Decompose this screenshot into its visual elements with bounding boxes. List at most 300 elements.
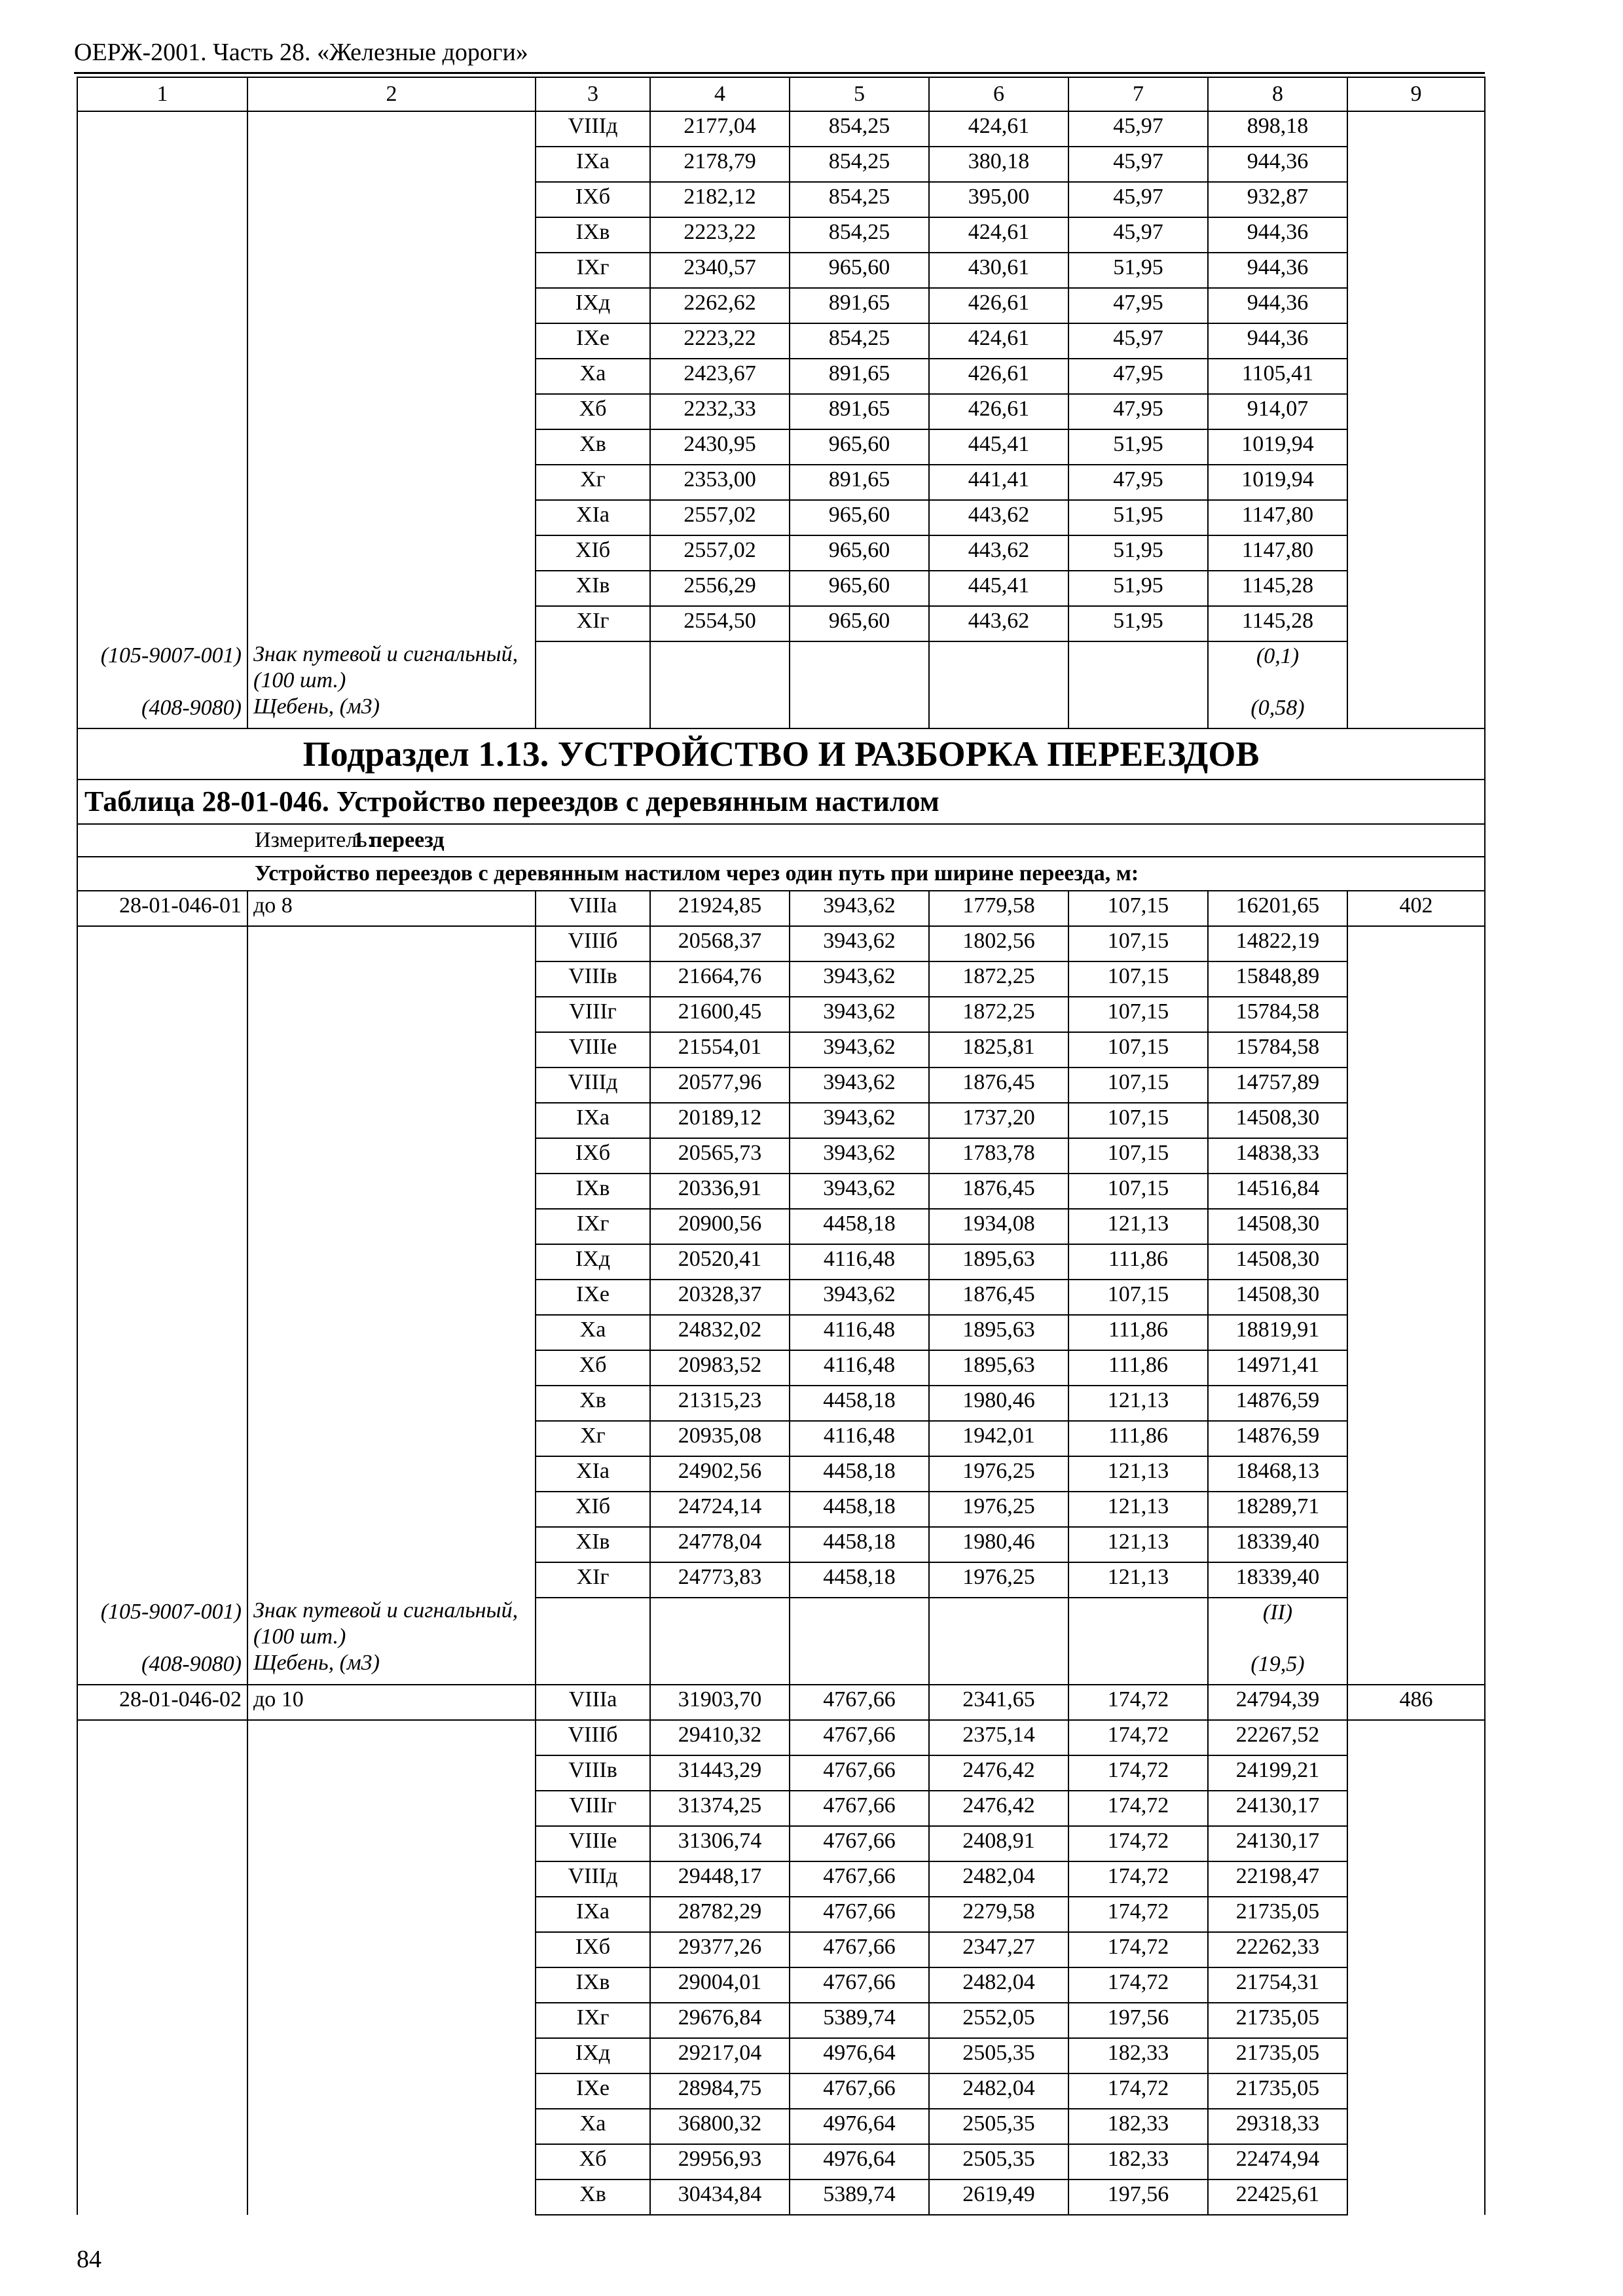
- table-row: [77, 147, 1485, 182]
- value-cell: 1147,80: [1208, 500, 1347, 535]
- value-cell: 22267,52: [1208, 1720, 1347, 1755]
- code-cell: [77, 1138, 247, 1174]
- name-cell: [247, 1720, 536, 1755]
- region-cell: IXг: [536, 253, 650, 288]
- table-row: [77, 1720, 1485, 1755]
- value-cell: 197,56: [1068, 2179, 1208, 2215]
- value-cell: 898,18: [1208, 111, 1347, 147]
- name-cell: до 10: [247, 1685, 536, 1720]
- region-cell: IXг: [536, 1209, 650, 1244]
- value-cell: 174,72: [1068, 1826, 1208, 1861]
- region-cell: IXд: [536, 1244, 650, 1280]
- col9-cell: [1347, 1791, 1485, 1826]
- value-cell: 45,97: [1068, 217, 1208, 253]
- value-cell: 14971,41: [1208, 1350, 1347, 1386]
- value-cell: 3943,62: [790, 997, 929, 1032]
- table-row: [77, 2179, 1485, 2215]
- table-title-row: [77, 780, 1485, 824]
- table-row: [77, 1244, 1485, 1280]
- value-cell: 21600,45: [650, 997, 790, 1032]
- table-row: [77, 1350, 1485, 1386]
- col9-cell: [1347, 217, 1485, 253]
- value-cell: 21924,85: [650, 891, 790, 926]
- resource-value: (0,58): [1208, 694, 1347, 728]
- resource-name: Щебень, (м3): [247, 1650, 536, 1685]
- col9-cell: [1347, 500, 1485, 535]
- value-cell: 29004,01: [650, 1967, 790, 2003]
- value-cell: 4976,64: [790, 2109, 929, 2144]
- value-cell: 18339,40: [1208, 1527, 1347, 1562]
- value-cell: 14757,89: [1208, 1067, 1347, 1103]
- table-row: [77, 1456, 1485, 1492]
- col9-cell: [1347, 641, 1485, 694]
- col9-cell: [1347, 1067, 1485, 1103]
- table-row: [77, 1386, 1485, 1421]
- value-cell: 1019,94: [1208, 429, 1347, 465]
- col9-cell: [1347, 465, 1485, 500]
- value-cell: 31306,74: [650, 1826, 790, 1861]
- table-row: [77, 359, 1485, 394]
- empty-cell: [929, 694, 1068, 728]
- value-cell: 1872,25: [929, 997, 1068, 1032]
- value-cell: 111,86: [1068, 1421, 1208, 1456]
- column-number: 2: [247, 77, 536, 111]
- region-cell: IXе: [536, 2073, 650, 2109]
- table-row: [77, 2003, 1485, 2038]
- value-cell: 1737,20: [929, 1103, 1068, 1138]
- code-cell: 28-01-046-01: [77, 891, 247, 926]
- code-cell: [77, 1492, 247, 1527]
- col9-cell: [1347, 1280, 1485, 1315]
- value-cell: 2476,42: [929, 1755, 1068, 1791]
- value-cell: 107,15: [1068, 1138, 1208, 1174]
- value-cell: 22262,33: [1208, 1932, 1347, 1967]
- value-cell: 51,95: [1068, 571, 1208, 606]
- value-cell: 107,15: [1068, 1103, 1208, 1138]
- value-cell: 15848,89: [1208, 961, 1347, 997]
- col9-cell: [1347, 535, 1485, 571]
- value-cell: 3943,62: [790, 1067, 929, 1103]
- region-cell: VIIIв: [536, 961, 650, 997]
- value-cell: 1976,25: [929, 1562, 1068, 1598]
- region-cell: IXг: [536, 2003, 650, 2038]
- value-cell: 5389,74: [790, 2179, 929, 2215]
- value-cell: 51,95: [1068, 535, 1208, 571]
- name-cell: [247, 1280, 536, 1315]
- rates-table: [77, 77, 1486, 2215]
- value-cell: 121,13: [1068, 1456, 1208, 1492]
- col9-cell: [1347, 1174, 1485, 1209]
- table-row: [77, 2073, 1485, 2109]
- value-cell: 944,36: [1208, 323, 1347, 359]
- resource-code: (408-9080): [77, 1650, 247, 1685]
- col9-cell: [1347, 2179, 1485, 2215]
- region-cell: IXб: [536, 1932, 650, 1967]
- code-cell: [77, 1174, 247, 1209]
- region-cell: Xа: [536, 1315, 650, 1350]
- section-title: Подраздел 1.13. УСТРОЙСТВО И РАЗБОРКА ПЕРЕЕЗДОВ: [77, 728, 1485, 780]
- value-cell: 16201,65: [1208, 891, 1347, 926]
- value-cell: 2223,22: [650, 217, 790, 253]
- code-cell: [77, 2109, 247, 2144]
- value-cell: 2177,04: [650, 111, 790, 147]
- table-row: [77, 217, 1485, 253]
- value-cell: 24130,17: [1208, 1791, 1347, 1826]
- value-cell: 29410,32: [650, 1720, 790, 1755]
- column-number-row: [77, 77, 1485, 111]
- column-number: 6: [929, 77, 1068, 111]
- resource-code: (105-9007-001): [77, 641, 247, 694]
- code-cell: [77, 1720, 247, 1755]
- region-cell: VIIIе: [536, 1826, 650, 1861]
- value-cell: 20520,41: [650, 1244, 790, 1280]
- value-cell: 2557,02: [650, 535, 790, 571]
- table-row: [77, 182, 1485, 217]
- name-cell: [247, 429, 536, 465]
- value-cell: 891,65: [790, 465, 929, 500]
- value-cell: 45,97: [1068, 111, 1208, 147]
- value-cell: 4767,66: [790, 2073, 929, 2109]
- region-cell: XIа: [536, 500, 650, 535]
- code-cell: [77, 500, 247, 535]
- value-cell: 1783,78: [929, 1138, 1068, 1174]
- value-cell: 1779,58: [929, 891, 1068, 926]
- value-cell: 174,72: [1068, 2073, 1208, 2109]
- value-cell: 4767,66: [790, 1861, 929, 1897]
- value-cell: 14508,30: [1208, 1209, 1347, 1244]
- value-cell: 45,97: [1068, 182, 1208, 217]
- name-cell: [247, 253, 536, 288]
- col9-cell: [1347, 2109, 1485, 2144]
- region-cell: XIв: [536, 1527, 650, 1562]
- code-cell: [77, 997, 247, 1032]
- name-cell: [247, 1791, 536, 1826]
- table-row: [77, 1492, 1485, 1527]
- region-cell: VIIIб: [536, 926, 650, 961]
- col9-cell: [1347, 2073, 1485, 2109]
- region-cell: IXд: [536, 2038, 650, 2073]
- value-cell: 2505,35: [929, 2038, 1068, 2073]
- resource-row: [77, 1650, 1485, 1685]
- code-cell: [77, 1103, 247, 1138]
- col9-cell: [1347, 1932, 1485, 1967]
- name-cell: [247, 1386, 536, 1421]
- region-cell: IXв: [536, 1174, 650, 1209]
- table-row: [77, 394, 1485, 429]
- value-cell: 380,18: [929, 147, 1068, 182]
- subtitle-row: [77, 857, 1485, 891]
- table-subtitle: Устройство переездов с деревянным настилом через один путь при ширине переезда, м:: [77, 857, 1485, 891]
- col9-cell: [1347, 1720, 1485, 1755]
- code-cell: [77, 1897, 247, 1932]
- col9-cell: [1347, 1527, 1485, 1562]
- name-cell: [247, 323, 536, 359]
- region-cell: XIг: [536, 606, 650, 641]
- name-cell: [247, 1315, 536, 1350]
- value-cell: 965,60: [790, 606, 929, 641]
- code-cell: [77, 465, 247, 500]
- region-cell: VIIIб: [536, 1720, 650, 1755]
- value-cell: 20577,96: [650, 1067, 790, 1103]
- code-cell: [77, 323, 247, 359]
- value-cell: 174,72: [1068, 1720, 1208, 1755]
- code-cell: [77, 1527, 247, 1562]
- name-cell: [247, 1492, 536, 1527]
- value-cell: 443,62: [929, 500, 1068, 535]
- value-cell: 3943,62: [790, 961, 929, 997]
- meter-value: 1 переезд: [353, 828, 445, 852]
- region-cell: IXе: [536, 323, 650, 359]
- col9-cell: [1347, 997, 1485, 1032]
- code-cell: [77, 926, 247, 961]
- value-cell: 121,13: [1068, 1492, 1208, 1527]
- value-cell: 944,36: [1208, 217, 1347, 253]
- name-cell: [247, 217, 536, 253]
- value-cell: 3943,62: [790, 891, 929, 926]
- value-cell: 854,25: [790, 323, 929, 359]
- value-cell: 854,25: [790, 217, 929, 253]
- document-header: ОЕРЖ-2001. Часть 28. «Железные дороги»: [74, 39, 528, 66]
- col9-cell: 486: [1347, 1685, 1485, 1720]
- value-cell: 47,95: [1068, 288, 1208, 323]
- value-cell: 1145,28: [1208, 571, 1347, 606]
- table-row: [77, 1280, 1485, 1315]
- col9-cell: [1347, 1492, 1485, 1527]
- value-cell: 121,13: [1068, 1562, 1208, 1598]
- value-cell: 20189,12: [650, 1103, 790, 1138]
- table-row: [77, 2109, 1485, 2144]
- value-cell: 2505,35: [929, 2109, 1068, 2144]
- name-cell: [247, 1421, 536, 1456]
- value-cell: 121,13: [1068, 1527, 1208, 1562]
- name-cell: [247, 2179, 536, 2215]
- value-cell: 14838,33: [1208, 1138, 1347, 1174]
- value-cell: 430,61: [929, 253, 1068, 288]
- table-row: [77, 465, 1485, 500]
- name-cell: [247, 1932, 536, 1967]
- code-cell: [77, 1456, 247, 1492]
- code-cell: [77, 2144, 247, 2179]
- region-cell: VIIIа: [536, 891, 650, 926]
- code-cell: [77, 1562, 247, 1598]
- value-cell: 2423,67: [650, 359, 790, 394]
- col9-cell: [1347, 359, 1485, 394]
- name-cell: [247, 1174, 536, 1209]
- table-row: [77, 891, 1485, 926]
- value-cell: 3943,62: [790, 1032, 929, 1067]
- value-cell: 22198,47: [1208, 1861, 1347, 1897]
- value-cell: 2408,91: [929, 1826, 1068, 1861]
- value-cell: 2482,04: [929, 1861, 1068, 1897]
- value-cell: 14876,59: [1208, 1421, 1347, 1456]
- name-cell: [247, 359, 536, 394]
- code-cell: [77, 571, 247, 606]
- code-cell: [77, 1032, 247, 1067]
- value-cell: 914,07: [1208, 394, 1347, 429]
- col9-cell: [1347, 1755, 1485, 1791]
- value-cell: 3943,62: [790, 1174, 929, 1209]
- value-cell: 854,25: [790, 111, 929, 147]
- table-row: [77, 1826, 1485, 1861]
- code-cell: [77, 1280, 247, 1315]
- value-cell: 47,95: [1068, 465, 1208, 500]
- value-cell: 2279,58: [929, 1897, 1068, 1932]
- resource-row: [77, 694, 1485, 728]
- table-row: [77, 1067, 1485, 1103]
- value-cell: 30434,84: [650, 2179, 790, 2215]
- code-cell: 28-01-046-02: [77, 1685, 247, 1720]
- col9-cell: [1347, 111, 1485, 147]
- value-cell: 4976,64: [790, 2144, 929, 2179]
- value-cell: 24773,83: [650, 1562, 790, 1598]
- value-cell: 4116,48: [790, 1421, 929, 1456]
- value-cell: 2353,00: [650, 465, 790, 500]
- value-cell: 4116,48: [790, 1244, 929, 1280]
- col9-cell: [1347, 1826, 1485, 1861]
- value-cell: 3943,62: [790, 1280, 929, 1315]
- code-cell: [77, 1932, 247, 1967]
- value-cell: 14508,30: [1208, 1280, 1347, 1315]
- region-cell: IXб: [536, 182, 650, 217]
- value-cell: 2552,05: [929, 2003, 1068, 2038]
- value-cell: 20568,37: [650, 926, 790, 961]
- region-cell: Xг: [536, 465, 650, 500]
- empty-cell: [929, 641, 1068, 694]
- empty-cell: [929, 1598, 1068, 1650]
- value-cell: 174,72: [1068, 1932, 1208, 1967]
- col9-cell: [1347, 926, 1485, 961]
- value-cell: 1825,81: [929, 1032, 1068, 1067]
- col9-cell: [1347, 1897, 1485, 1932]
- table-row: [77, 1791, 1485, 1826]
- value-cell: 4767,66: [790, 1826, 929, 1861]
- value-cell: 2375,14: [929, 1720, 1068, 1755]
- code-cell: [77, 1315, 247, 1350]
- value-cell: 121,13: [1068, 1386, 1208, 1421]
- col9-cell: [1347, 253, 1485, 288]
- table-row: [77, 1685, 1485, 1720]
- region-cell: XIв: [536, 571, 650, 606]
- value-cell: 14508,30: [1208, 1244, 1347, 1280]
- value-cell: 1872,25: [929, 961, 1068, 997]
- code-cell: [77, 217, 247, 253]
- value-cell: 24902,56: [650, 1456, 790, 1492]
- name-cell: [247, 2073, 536, 2109]
- value-cell: 1976,25: [929, 1492, 1068, 1527]
- region-cell: VIIIв: [536, 1755, 650, 1791]
- value-cell: 891,65: [790, 288, 929, 323]
- value-cell: 1895,63: [929, 1350, 1068, 1386]
- value-cell: 24199,21: [1208, 1755, 1347, 1791]
- value-cell: 21735,05: [1208, 1897, 1347, 1932]
- code-cell: [77, 111, 247, 147]
- table-row: [77, 111, 1485, 147]
- col9-cell: [1347, 961, 1485, 997]
- table-row: [77, 1527, 1485, 1562]
- value-cell: 2554,50: [650, 606, 790, 641]
- region-cell: VIIIд: [536, 1067, 650, 1103]
- col9-cell: [1347, 694, 1485, 728]
- value-cell: 445,41: [929, 429, 1068, 465]
- page-number: 84: [77, 2246, 101, 2273]
- col9-cell: [1347, 147, 1485, 182]
- value-cell: 197,56: [1068, 2003, 1208, 2038]
- value-cell: 4116,48: [790, 1315, 929, 1350]
- region-cell: VIIIд: [536, 111, 650, 147]
- value-cell: 854,25: [790, 182, 929, 217]
- empty-cell: [536, 1650, 650, 1685]
- value-cell: 1895,63: [929, 1315, 1068, 1350]
- value-cell: 24778,04: [650, 1527, 790, 1562]
- value-cell: 1895,63: [929, 1244, 1068, 1280]
- code-cell: [77, 2038, 247, 2073]
- col9-cell: [1347, 1244, 1485, 1280]
- value-cell: 20565,73: [650, 1138, 790, 1174]
- value-cell: 18289,71: [1208, 1492, 1347, 1527]
- value-cell: 31903,70: [650, 1685, 790, 1720]
- region-cell: XIг: [536, 1562, 650, 1598]
- region-cell: IXе: [536, 1280, 650, 1315]
- table-row: [77, 2144, 1485, 2179]
- name-cell: [247, 1103, 536, 1138]
- name-cell: [247, 926, 536, 961]
- region-cell: Xв: [536, 429, 650, 465]
- name-cell: [247, 571, 536, 606]
- name-cell: [247, 961, 536, 997]
- code-cell: [77, 1755, 247, 1791]
- empty-cell: [790, 641, 929, 694]
- name-cell: [247, 2038, 536, 2073]
- col9-cell: [1347, 2144, 1485, 2179]
- column-number: 3: [536, 77, 650, 111]
- value-cell: 854,25: [790, 147, 929, 182]
- code-cell: [77, 1861, 247, 1897]
- value-cell: 36800,32: [650, 2109, 790, 2144]
- region-cell: IXа: [536, 147, 650, 182]
- value-cell: 2505,35: [929, 2144, 1068, 2179]
- value-cell: 965,60: [790, 253, 929, 288]
- value-cell: 20328,37: [650, 1280, 790, 1315]
- name-cell: [247, 1032, 536, 1067]
- value-cell: 2482,04: [929, 2073, 1068, 2109]
- value-cell: 1147,80: [1208, 535, 1347, 571]
- table-row: [77, 1032, 1485, 1067]
- column-number: 9: [1347, 77, 1485, 111]
- value-cell: 47,95: [1068, 394, 1208, 429]
- empty-cell: [536, 641, 650, 694]
- value-cell: 4458,18: [790, 1492, 929, 1527]
- table-row: [77, 1174, 1485, 1209]
- column-number: 1: [77, 77, 247, 111]
- col9-cell: [1347, 1421, 1485, 1456]
- name-cell: [247, 2003, 536, 2038]
- value-cell: 29676,84: [650, 2003, 790, 2038]
- value-cell: 2556,29: [650, 571, 790, 606]
- code-cell: [77, 429, 247, 465]
- code-cell: [77, 606, 247, 641]
- value-cell: 21315,23: [650, 1386, 790, 1421]
- value-cell: 965,60: [790, 535, 929, 571]
- value-cell: 24794,39: [1208, 1685, 1347, 1720]
- table-row: [77, 1755, 1485, 1791]
- value-cell: 107,15: [1068, 1032, 1208, 1067]
- value-cell: 22474,94: [1208, 2144, 1347, 2179]
- value-cell: 47,95: [1068, 359, 1208, 394]
- value-cell: 443,62: [929, 606, 1068, 641]
- name-cell: до 8: [247, 891, 536, 926]
- resource-name: Щебень, (м3): [247, 694, 536, 728]
- value-cell: 24724,14: [650, 1492, 790, 1527]
